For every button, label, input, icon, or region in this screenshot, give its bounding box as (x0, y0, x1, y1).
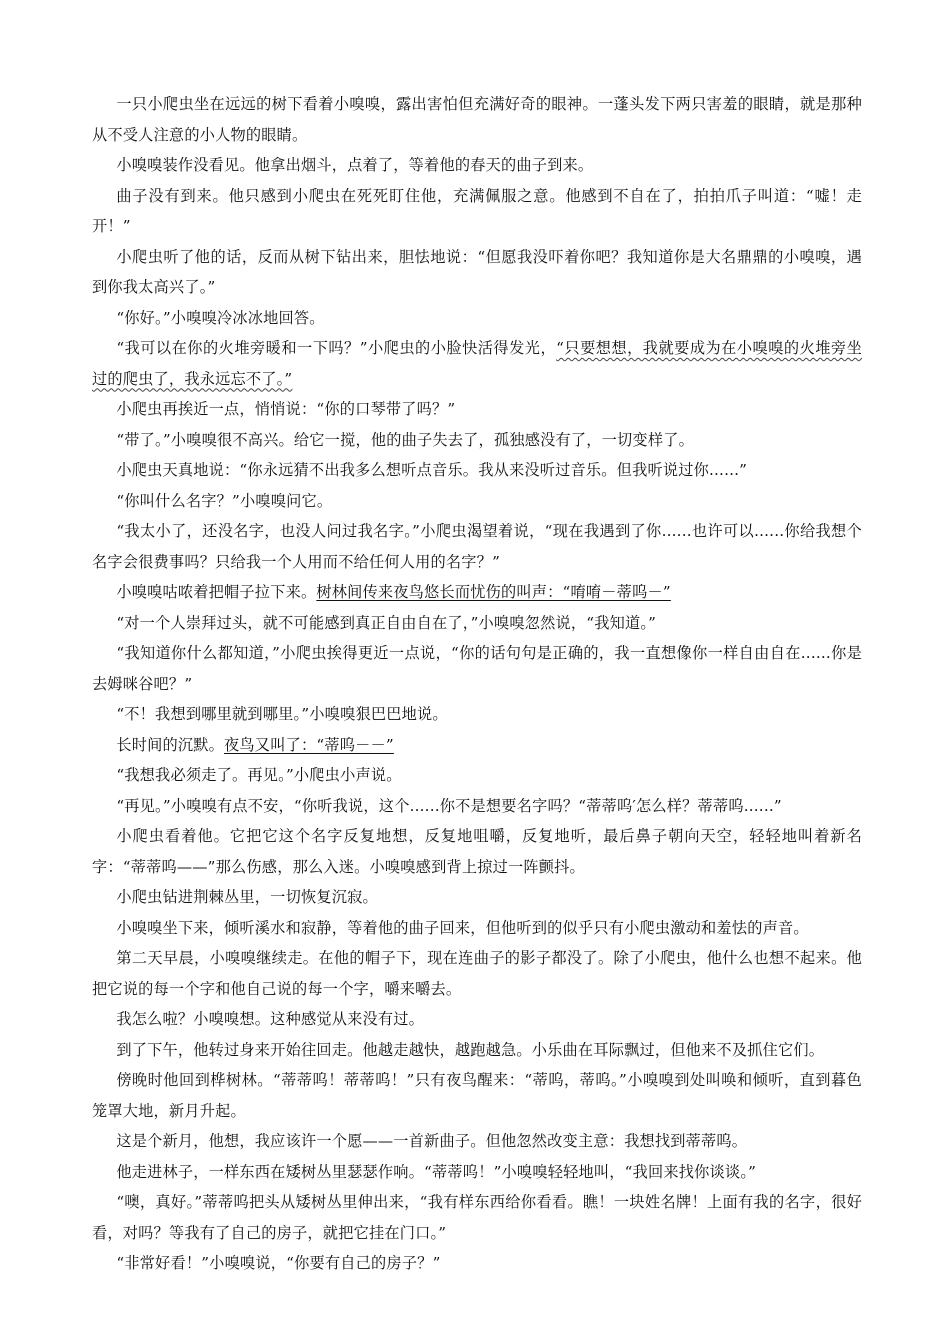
paragraph (92, 516, 862, 577)
paragraph (92, 882, 862, 913)
paragraph-text: “带了。”小嗅嗅很不高兴。给它一搅，他的曲子失去了，孤独感没有了，一切变样了。 (116, 430, 694, 449)
paragraph (92, 486, 862, 517)
paragraph-text: 傍晚时他回到桦树林。“蒂蒂呜！蒂蒂呜！”只有夜鸟醒来：“蒂呜，蒂呜。”小嗅嗅到处叫唤和倾听，直到暮色笼罩大地，新月升起。 (92, 1071, 862, 1120)
underlined-sentence: “只要想想，我就要成为在小嗅嗅的火堆旁坐过的爬虫了，我永远忘不了。” (92, 339, 862, 388)
underlined-sentence: 夜鸟又叫了：“蒂呜－－” (224, 735, 394, 754)
paragraph (92, 89, 862, 150)
paragraph (92, 394, 862, 425)
paragraph-text: 小嗅嗅装作没看见。他拿出烟斗，点着了，等着他的春天的曲子到来。 (116, 156, 594, 174)
paragraph-text: 到了下午，他转过身来开始往回走。他越走越快，越跑越急。小乐曲在耳际飘过，但他来不及抓住它们。 (116, 1040, 825, 1059)
paragraph (92, 638, 862, 699)
paragraph (92, 577, 862, 608)
paragraph-text: “我想我必须走了。再见。”小爬虫小声说。 (116, 766, 402, 784)
paragraph (92, 730, 862, 761)
story-text (92, 89, 862, 1279)
paragraph (92, 821, 862, 882)
paragraph (92, 1035, 862, 1066)
paragraph-text: 第二天早晨，小嗅嗅继续走。在他的帽子下，现在连曲子的影子都没了。除了小爬虫，他什么也想不起来。他把它说的每一个字和他自己说的每一个字，嚼来嚼去。 (92, 949, 862, 998)
paragraph-text: 小爬虫看着他。它把它这个名字反复地想，反复地咀嚼，反复地听，最后鼻子朝向天空，轻轻地叫着新名字：“蒂蒂呜——”那么伤感，那么入迷。小嗅嗅感到背上掠过一阵颤抖。 (92, 827, 862, 876)
underlined-sentence: 树林间传来夜鸟悠长而忧伤的叫声：“唷唷－蒂呜－” (316, 583, 671, 601)
paragraph-text: 一只小爬虫坐在远远的树下看着小嗅嗅，露出害怕但充满好奇的眼神。一蓬头发下两只害羞的眼睛，就是那种从不受人注意的小人物的眼睛。 (92, 95, 862, 144)
paragraph (92, 760, 862, 791)
paragraph-text: “不！我想到哪里就到哪里。”小嗅嗅狠巴巴地说。 (116, 705, 448, 723)
paragraph (92, 181, 862, 242)
paragraph-text: “我太小了，还没名字，也没人问过我名字。”小爬虫渴望着说，“现在我遇到了你......也许可以......你给我想个名字会很费事吗？只给我一个人用而不给任何人用的名字？” (92, 522, 862, 571)
paragraph-text: “再见。”小嗅嗅有点不安，“你听我说，这个......你不是想要名字吗？“蒂蒂呜′怎么样？蒂蒂呜......” (116, 796, 782, 815)
paragraph (92, 150, 862, 181)
paragraph-text: 曲子没有到来。他只感到小爬虫在死死盯住他，充满佩服之意。他感到不自在了，拍拍爪子叫道：“嘘！走开！” (92, 186, 862, 235)
paragraph (92, 1248, 862, 1279)
paragraph (92, 699, 862, 730)
paragraph (92, 791, 862, 822)
paragraph-text: 长时间的沉默。 (116, 735, 225, 754)
paragraph-text: “对一个人崇拜过头，就不可能感到真正自由自在了，”小嗅嗅忽然说，“我知道。” (116, 613, 657, 632)
paragraph (92, 608, 862, 639)
paragraph-text: “你叫什么名字？”小嗅嗅问它。 (116, 491, 333, 510)
paragraph-text: 小爬虫天真地说：“你永远猜不出我多么想听点音乐。我从来没听过音乐。但我听说过你......” (116, 461, 748, 479)
paragraph (92, 455, 862, 486)
paragraph-text: 这是个新月，他想，我应该许一个愿——一首新曲子。但他忽然改变主意：我想找到蒂蒂呜。 (116, 1132, 748, 1150)
paragraph-text: “我知道你什么都知道，”小爬虫挨得更近一点说，“你的话句句是正确的，我一直想像你一样自由自在......你是去姆咪谷吧？” (92, 644, 862, 693)
paragraph (92, 1126, 862, 1157)
paragraph-text: “你好。”小嗅嗅冷冰冰地回答。 (116, 308, 325, 327)
paragraph-text: 我怎么啦？小嗅嗅想。这种感觉从来没有过。 (116, 1010, 425, 1028)
paragraph-text: 小嗅嗅咕哝着把帽子拉下来。 (116, 583, 317, 601)
paragraph (92, 1187, 862, 1248)
paragraph (92, 303, 862, 334)
paragraph (92, 1157, 862, 1188)
paragraph-text: 小爬虫钻进荆棘丛里，一切恢复沉寂。 (116, 888, 378, 906)
paragraph (92, 1004, 862, 1035)
paragraph-text: 小爬虫再挨近一点，悄悄说：“你的口琴带了吗？” (116, 400, 456, 418)
paragraph (92, 913, 862, 944)
paragraph-text: 小嗅嗅坐下来，倾听溪水和寂静，等着他的曲子回来，但他听到的似乎只有小爬虫激动和羞怯的声音。 (116, 918, 809, 937)
paragraph (92, 333, 862, 394)
paragraph (92, 425, 862, 456)
paragraph-text: “非常好看！”小嗅嗅说，“你要有自己的房子？” (116, 1254, 441, 1272)
paragraph-text: 他走进林子，一样东西在矮树丛里瑟瑟作响。“蒂蒂呜！”小嗅嗅轻轻地叫，“我回来找你谈谈。” (116, 1162, 757, 1181)
paragraph (92, 1065, 862, 1126)
paragraph (92, 242, 862, 303)
paragraph (92, 943, 862, 1004)
paragraph-text: 小爬虫听了他的话，反而从树下钻出来，胆怯地说：“但愿我没吓着你吧？我知道你是大名鼎鼎的小嗅嗅，遇到你我太高兴了。” (92, 247, 862, 296)
paragraph-text: “噢，真好。”蒂蒂呜把头从矮树丛里伸出来，“我有样东西给你看看。瞧！一块姓名牌！上面有我的名字，很好看，对吗？等我有了自己的房子，就把它挂在门口。” (92, 1193, 862, 1242)
paragraph-text: “我可以在你的火堆旁暖和一下吗？”小爬虫的小脸快活得发光， (116, 339, 557, 357)
